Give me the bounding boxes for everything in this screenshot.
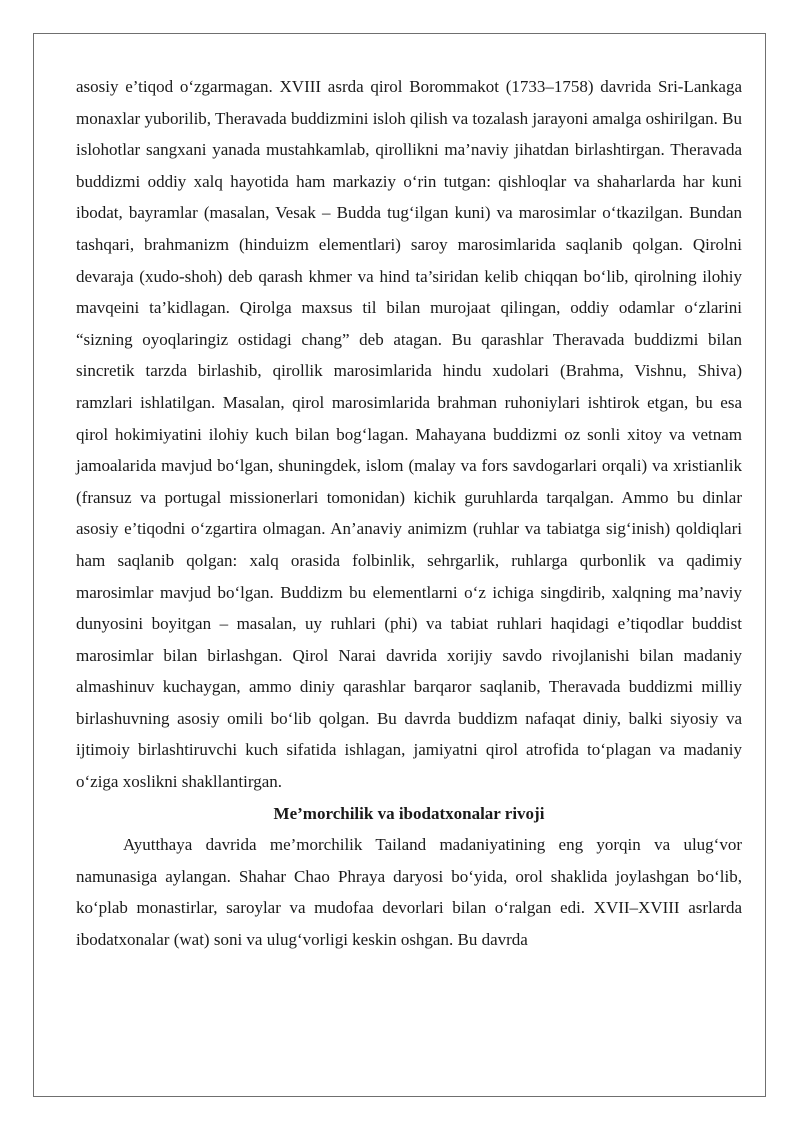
body-paragraph: asosiy e’tiqod o‘zgarmagan. XVIII asrda qirol Borommakot (1733–1758) davrida Sri-Lankaga monaxlar yuborilib, Theravada buddizmini isloh qilish va tozalash jarayoni amalga oshirilgan. Bu islohotlar sangxani yanada mustahkamlab, qirollikni ma’naviy jihatdan birlashtirgan. Theravada buddizmi oddiy xalq hayotida ham markaziy o‘rin tutgan: qishloqlar va shaharlarda har kuni ibodat, bayramlar (masalan, Vesak – Budda tug‘ilgan kuni) va marosimlar o‘tkazilgan. Bundan tashqari, brahmanizm (hinduizm elementlari) saroy marosimlarida saqlanib qolgan. Qirolni devaraja (xudo-shoh) deb qarash khmer va hind ta’siridan kelib chiqqan bo‘lib, qirolning ilohiy mavqeini ta’kidlagan. Qirolga maxsus til bilan murojaat qilingan, oddiy odamlar o‘zlarini “sizning oyoqlaringiz ostidagi chang” deb atagan. Bu qarashlar Theravada buddizmi bilan sincretik tarzda birlashib, qirollik marosimlarida hindu xudolari (Brahma, Vishnu, Shiva) ramzlari ishlatilgan. Masalan, qirol marosimlarida brahman ruhoniylari ishtirok etgan, bu esa qirol hokimiyatini ilohiy kuch bilan bog‘lagan. Mahayana buddizmi oz sonli xitoy va vetnam jamoalarida mavjud bo‘lgan, shuningdek, islom (malay va fors savdogarlari orqali) va xristianlik (fransuz va portugal missionerlari tomonidan) kichik guruhlarda tarqalgan. Ammo bu dinlar asosiy e’tiqodni o‘zgartira olmagan. An’anaviy animizm (ruhlar va tabiatga sig‘inish) qoldiqlari ham saqlanib qolgan: xalq orasida folbinlik, sehrgarlik, ruhlarga qurbonlik va qadimiy marosimlar mavjud bo‘lgan. Buddizm bu elementlarni o‘z ichiga singdirib, xalqning ma’naviy dunyosini boyitgan – masalan, uy ruhlari (phi) va tabiat ruhlari haqidagi e’tiqodlar buddist marosimlar bilan birlashgan. Qirol Narai davrida xorijiy savdo rivojlanishi bilan madaniy almashinuv kuchaygan, ammo diniy qarashlar barqaror saqlanib, Theravada buddizmi milliy birlashuvning asosiy omili bo‘lib qolgan. Bu davrda buddizm nafaqat diniy, balki siyosiy va ijtimoiy birlashtiruvchi kuch sifatida ishlagan, jamiyatni qirol atrofida to‘plagan va madaniy o‘ziga xoslikni shakllantirgan. — [76, 77, 742, 792]
body-paragraph-indented: Ayutthaya davrida me’morchilik Tailand madaniyatining eng yorqin va ulug‘vor namunasiga aylangan. Shahar Chao Phraya daryosi bo‘yida, orol shaklida joylashgan bo‘lib, ko‘plab monastirlar, saroylar va mudofaa devorlari bilan o‘ralgan edi. XVII–XVIII asrlarda ibodatxonalar (wat) soni va ulug‘vorligi keskin oshgan. Bu davrda — [76, 835, 742, 950]
section-heading: Me’morchilik va ibodatxonalar rivoji — [273, 803, 545, 823]
page-content — [76, 71, 742, 956]
